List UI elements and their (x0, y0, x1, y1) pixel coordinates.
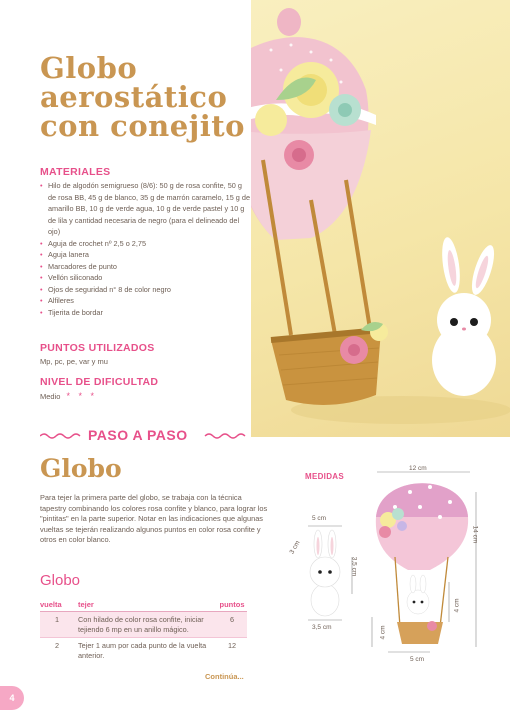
dim-basket-width: 5 cm (410, 656, 425, 663)
bunny-illustration (310, 530, 340, 616)
dim-bunny-ear: 3 cm (288, 539, 302, 556)
materiales-heading: MATERIALES (40, 166, 111, 178)
dim-balloon-top: 12 cm (409, 465, 427, 472)
puntos-text: Mp, pc, pe, var y mu (40, 357, 108, 366)
continua-label: Continúa... (205, 672, 244, 681)
material-item: • Aguja lanera (40, 249, 250, 261)
balloon-illustration (376, 483, 468, 644)
material-item: • Marcadores de punto (40, 261, 250, 273)
medidas-heading: MEDIDAS (305, 472, 344, 481)
dim-basket-height: 4 cm (379, 625, 387, 640)
material-item: • Alfileres (40, 295, 250, 307)
difficulty-stars: * * * (66, 391, 97, 401)
page-title (40, 51, 245, 143)
cell-vuelta: 2 (40, 638, 74, 664)
material-item: • Tijerita de bordar (40, 307, 250, 319)
cell-tejer: Tejer 1 aum por cada punto de la vuelta anterior. (74, 638, 217, 664)
nivel-text: Medio (40, 392, 61, 401)
cell-puntos: 12 (217, 638, 247, 664)
table-row (40, 638, 247, 664)
measurements-diagram (280, 462, 510, 662)
nivel-heading: NIVEL DE DIFICULTAD (40, 376, 159, 388)
material-item: • Hilo de algodón semigrueso (8/6): 50 g de rosa confite, 50 g de rosa BB, 45 g de blanco, 35 g de marrón caramelo, 15 g de amarillo BB, 10 g de verde agua, 10 g de verde pastel y 10 g de lila y cantidad necesaria de negro (para el delineado del ojo) (40, 180, 250, 238)
paso-a-paso-label: PASO A PASO (88, 427, 188, 443)
pattern-table (40, 599, 247, 663)
col-puntos: puntos (217, 599, 247, 612)
nivel-row (40, 391, 97, 401)
material-item: • Aguja de crochet nº 2,5 o 2,75 (40, 238, 250, 250)
title-line-1: Globo (40, 51, 138, 85)
materials-list (40, 180, 250, 318)
title-line-3: con conejito (40, 109, 245, 143)
cell-puntos: 6 (217, 612, 247, 638)
dim-bunny-width: 5 cm (312, 515, 327, 522)
material-item: • Vellón siliconado (40, 272, 250, 284)
table-row (40, 612, 247, 638)
globo-heading: Globo (40, 454, 122, 483)
col-tejer: tejer (74, 599, 217, 612)
paso-a-paso-divider (40, 424, 510, 448)
dim-bunny-height: 3,5 cm (350, 556, 358, 577)
dim-balloon-height: 14 cm (471, 525, 479, 544)
globo-intro: Para tejer la primera parte del globo, se trabaja con la técnica tapestry combinando los colores rosa confite y blanco, para lograr los "pintitas" en la parte superior. Notar en las indicaciones que algunas vueltas se tejerán realizando algunos puntos en color rosa confite y otros en color blanco. (40, 493, 268, 544)
title-line-2: aerostático (40, 80, 228, 114)
page-number: 4 (0, 686, 24, 710)
cell-tejer: Con hilado de color rosa confite, iniciar tejiendo 6 mp en un anillo mágico. (74, 612, 217, 638)
globo-subheading: Globo (40, 572, 81, 589)
puntos-heading: PUNTOS UTILIZADOS (40, 342, 155, 354)
amigurumi-balloon-bunny-photo (251, 0, 510, 437)
dim-balloon-side: 4 cm (453, 598, 461, 613)
col-vuelta: vuelta (40, 599, 74, 612)
cell-vuelta: 1 (40, 612, 74, 638)
dim-bunny-base: 3,5 cm (312, 624, 332, 631)
material-item: • Ojos de seguridad n° 8 de color negro (40, 284, 250, 296)
hero-photo (251, 0, 510, 437)
